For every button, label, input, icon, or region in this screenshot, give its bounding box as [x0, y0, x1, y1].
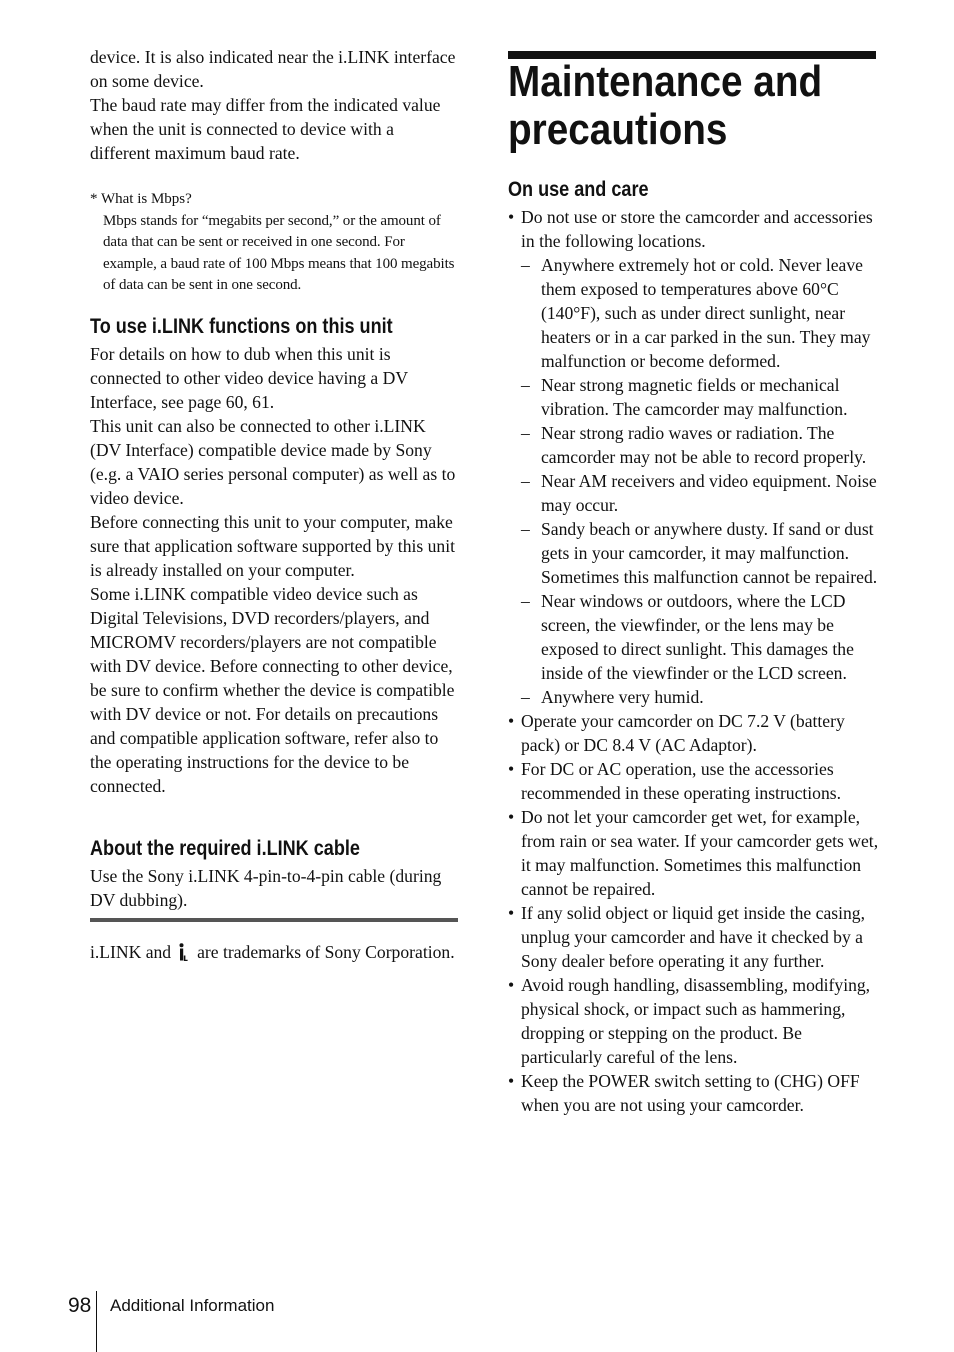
precautions-list [508, 205, 880, 1117]
use-and-care-heading: On use and care [508, 178, 649, 201]
list-item: • Do not let your camcorder get wet, for example, from rain or sea water. If your camcorder gets wet, it may malfunction. Sometimes this malfunction cannot be repaired. [508, 805, 880, 901]
sublist-item: – Near windows or outdoors, where the LCD screen, the viewfinder, or the lens may be exposed to direct sunlight. This damages the inside of the viewfinder or the LCD screen. [521, 589, 880, 685]
footer-section-label: Additional Information [110, 1296, 275, 1315]
body-paragraph: Use the Sony i.LINK 4-pin-to-4-pin cable (during DV dubbing). [90, 866, 442, 910]
intro-paragraph: device. It is also indicated near the i.LINK interface on some device. [90, 47, 456, 91]
ilink-cable-body [90, 864, 458, 912]
ilink-functions-body [90, 342, 458, 798]
sublist-item: – Near strong magnetic fields or mechanical vibration. The camcorder may malfunction. [521, 373, 880, 421]
body-paragraph: This unit can also be connected to other i.LINK (DV Interface) compatible device made by Sony (e.g. a VAIO series personal computer) as well as to video device. [90, 416, 456, 508]
list-item: • Avoid rough handling, disassembling, modifying, physical shock, or impact such as hammering, dropping or stepping on the product. Be particularly careful of the lens. [508, 973, 880, 1069]
trademark-notice [90, 940, 458, 964]
list-item: • Keep the POWER switch setting to (CHG) OFF when you are not using your camcorder. [508, 1069, 880, 1117]
body-paragraph: For details on how to dub when this unit is connected to other video device having a DV Interface, see page 60, 61. [90, 344, 408, 412]
footer-divider [96, 1291, 97, 1352]
mbps-footnote [90, 189, 462, 297]
body-paragraph: Some i.LINK compatible video device such as Digital Televisions, DVD recorders/players, and MICROMV recorders/players are not compatible with DV device. Before connecting to other device, be sure to confirm whether the device is compatible with DV device or not. For details on precautions and compatible application software, refer also to the operating instructions for the device to be connected. [90, 584, 455, 796]
list-item-text: Do not use or store the camcorder and accessories in the following locations. [521, 207, 873, 251]
ilink-cable-heading: About the required i.LINK cable [90, 837, 360, 860]
ilink-functions-heading: To use i.LINK functions on this unit [90, 315, 393, 338]
locations-sublist [521, 253, 880, 709]
list-item: • If any solid object or liquid get inside the casing, unplug your camcorder and have it checked by a Sony dealer before operating it any further. [508, 901, 880, 973]
intro-text [90, 45, 458, 165]
trademark-text-start: i.LINK and [90, 942, 172, 962]
sublist-item: – Near strong radio waves or radiation. The camcorder may not be able to record properly. [521, 421, 880, 469]
page-number: 98 [68, 1294, 92, 1317]
footnote-answer: Mbps stands for “megabits per second,” or the amount of data that can be sent or received in one second. For example, a baud rate of 100 Mbps means that 100 megabits of data can be sent in one second. [103, 212, 455, 294]
list-item: • For DC or AC operation, use the accessories recommended in these operating instructions. [508, 757, 880, 805]
trademark-text-end: are trademarks of Sony Corporation. [197, 942, 455, 962]
list-item [508, 205, 880, 709]
section-divider [90, 918, 458, 922]
footnote-question: * What is Mbps? [90, 191, 192, 207]
list-item: • Operate your camcorder on DC 7.2 V (battery pack) or DC 8.4 V (AC Adaptor). [508, 709, 880, 757]
intro-paragraph: The baud rate may differ from the indicated value when the unit is connected to device with a different maximum baud rate. [90, 95, 441, 163]
ilink-logo-icon [177, 943, 189, 961]
body-paragraph: Before connecting this unit to your computer, make sure that application software supported by this unit is already installed on your computer. [90, 512, 455, 580]
sublist-item: – Sandy beach or anywhere dusty. If sand or dust gets in your camcorder, it may malfunction. Sometimes this malfunction cannot be repaired. [521, 517, 880, 589]
sublist-item: – Anywhere extremely hot or cold. Never leave them exposed to temperatures above 60°C (140°F), such as under direct sunlight, near heaters or in a car parked in the sun. They may malfunction or become deformed. [521, 253, 880, 373]
page-title: Maintenance and precautions [508, 57, 823, 154]
sublist-item: – Near AM receivers and video equipment. Noise may occur. [521, 469, 880, 517]
sublist-item: – Anywhere very humid. [521, 685, 880, 709]
